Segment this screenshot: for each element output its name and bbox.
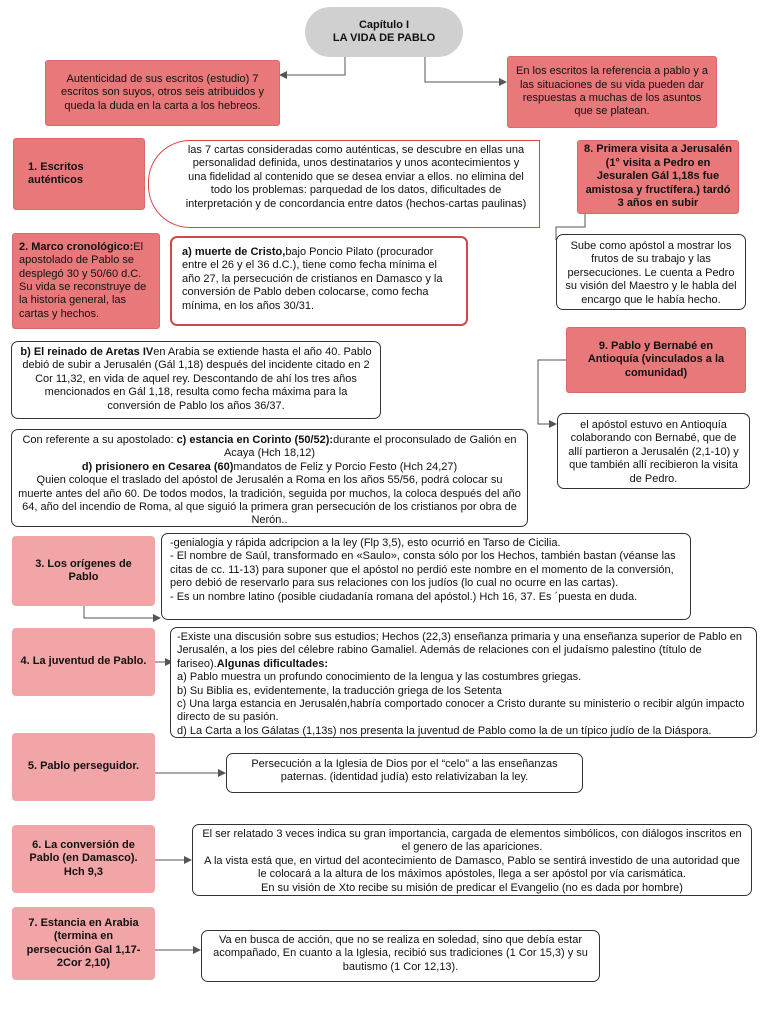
s2cd-para: Quien coloque el traslado del apóstol de Jerusalén a Roma en los años 55/56, podrá colocar su muerte antes del año 60. De todos modos, la tradición, seguida por muchos, la coloca después del año 64, año del incendio de Roma, al que siguió la primera gran persecución de los cristianos por obra de Nerón.. (18, 474, 521, 527)
authenticity-box (45, 60, 280, 126)
references-text: En los escritos la referencia a pablo y a las situaciones de su vida pueden dar respuestas a muchas de los asuntos que se platean. (516, 65, 708, 118)
s2-label-rest: El apostolado de Pablo se desplegó 30 y 50/60 d.C. Su vida se reconstruye de la historia general, las cartas y hechos. (19, 240, 147, 320)
s6-line-1: El ser relatado 3 veces indica su gran importancia, cargada de elementos simbólicos, con diálogos inscritos en el genero de las apariciones. (202, 828, 742, 854)
s4-item-b: b) Su Biblia es, evidentemente, la traducción griega de los Setenta (177, 684, 502, 697)
s4-intro-bold: Algunas dificultades: (216, 657, 328, 670)
s2c-bold: c) estancia en Corinto (50/52): (176, 434, 334, 446)
s4-label: 4. La juventud de Pablo. (20, 655, 147, 668)
s2a-bold: a) muerte de Cristo, (182, 246, 286, 258)
s4-item-a: a) Pablo muestra un profundo conocimiento de la lengua y las costumbres griegas. (177, 671, 582, 684)
s1-label-box (13, 138, 145, 210)
s2-label-box (12, 233, 160, 329)
s7-text: Va en busca de acción, que no se realiza en soledad, sino que debía estar acompañado, En cuanto a la Iglesia, recibió sus tradiciones (1 Cor 15,3) y su bautismo (1 Cor 12,13). (213, 934, 588, 973)
s6-label-box (12, 825, 155, 893)
s2a-rest: bajo Poncio Pilato (procurador entre el 26 y el 36 d.C.), tiene como fecha mínima el año 27, la persecución de cristianos en Damasco y la conversión de Pablo deben colocarse, como fecha mínima, en los años 30/31. (182, 246, 443, 312)
s2b-rest: en Arabia se extiende hasta el año 40. Pablo debió de subir a Jerusalén (Gál 1,18) después del incidente citado en 2 Cor 11,32, en vida de aquel rey. Descontando de ahí los tres años mencionados en Gál 1,18, resulta como fecha máxima para la conversión de Pablo los años 36/37. (22, 346, 372, 412)
s3-line-1: -genialogia y rápida adcripcion a la ley (Flp 3,5), esto ocurrió en Tarso de Cicilia. (170, 537, 561, 549)
s9-text: el apóstol estuvo en Antioquía colaborando con Bernabé, que de allí partieron a Jerusalén (2,1-10) y que también allí recibieron la visita de Pedro. (568, 419, 739, 485)
s8-label: 8. Primera visita a Jerusalén (1° visita a Pedro en Jesuralen Gál 1,18s fue amistosa y fructífera.) tardó 3 años en subir (584, 143, 732, 210)
s4-label-box (12, 628, 155, 696)
s3-line-3: - Es un nombre latino (posible ciudadanía romana del apóstol.) Hch 16, 37. Es ´puesta en duda. (170, 590, 638, 603)
s9-label-box (566, 327, 746, 393)
s5-text: Persecución a la Iglesia de Dios por el “celo” a las enseñanzas paternas. (identidad judía) esto relativizaban la ley. (251, 758, 558, 784)
connector-s3 (84, 605, 160, 618)
s9-label: 9. Pablo y Bernabé en Antioquía (vinculados a la comunidad) (587, 339, 725, 379)
s3-line-2: - El nombre de Saúl, transformado en «Saulo», consta sólo por los Hechos, también bastan (véanse las citas de cc. 11-13) para suponer que el apóstol no perdió este nombre en el momento de la conversión, pero debió de reservarlo para sus relaciones con los judíos (lo cual no ocurre en las cartas). (170, 550, 676, 590)
s2-label-bold: 2. Marco cronológico: (19, 240, 134, 253)
s1-text: las 7 cartas consideradas como auténticas, se descubre en ellas una personalidad definida, unos destinatarios y unos acontecimientos y una fidelidad al contenido que se desea enviar a ellos. no elimina del todo los problemas: parquedad de los datos, dificultades de interpretación y de concordancia entre datos (hechos-cartas paulinas) (185, 144, 527, 210)
s2c-rest: durante el proconsulado de Galión en Acaya (Hch 18,12) (223, 434, 517, 460)
s8-label-box (577, 140, 739, 214)
s5-label: 5. Pablo perseguidor. (27, 760, 140, 773)
authenticity-text: Autenticidad de sus escritos (estudio) 7 escritos son suyos, otros seis atribuidos y queda la duda en la carta a los hebreos. (61, 72, 264, 112)
s9-text-box (557, 413, 750, 489)
s2d-bold: d) prisionero en Cesarea (60) (81, 460, 234, 473)
s1-label: 1. Escritos auténticos (28, 160, 84, 186)
s3-label-box (12, 536, 155, 606)
s6-label: 6. La conversión de Pablo (en Damasco). Hch 9,3 (29, 838, 138, 878)
s8-text: Sube como apóstol a mostrar los frutos de su trabajo y las persecuciones. Le cuenta a Pedro su visión del Maestro y le habla del encargo que le había hecho. (565, 240, 737, 306)
s4-text-box (170, 627, 757, 738)
s2cd-pre: Con referente a su apostolado: (22, 434, 177, 446)
s4-item-d: d) La Carta a los Gálatas (1,13s) nos presenta la juventud de Pablo como la de un típico judío de la Diáspora. (177, 724, 712, 737)
chapter-title (305, 7, 463, 57)
s6-line-2: A la vista está que, en virtud del acontecimiento de Damasco, Pablo se sentirá investido de una autoridad que le colocará a la altura de los máximos apóstoles, llega a ser apóstol por vía carismática. (204, 854, 740, 881)
s5-text-box (226, 753, 583, 793)
chapter-title-line2: LA VIDA DE PABLO (332, 32, 436, 44)
s2d-rest: mandatos de Feliz y Porcio Festo (Hch 24,27) (233, 460, 458, 473)
s3-text-box (161, 533, 691, 620)
s7-text-box (201, 930, 600, 982)
s1-text-box (148, 140, 540, 228)
s3-label: 3. Los orígenes de Pablo (35, 557, 132, 583)
s6-line-3: En su visión de Xto recibe su misión de predicar el Evangelio (no es dada por hombre) (261, 881, 683, 894)
s7-label: 7. Estancia en Arabia (termina en persecución Gal 1,17- 2Cor 2,10) (26, 916, 141, 969)
s2a-box (170, 236, 468, 326)
s2b-bold: b) El reinado de Aretas IV (20, 346, 154, 358)
s4-item-c: c) Una larga estancia en Jerusalén,habría comportado conocer a Cristo durante su ministerio o recibir algún impacto directo de su pasión. (177, 698, 745, 724)
s2cd-box (11, 429, 528, 527)
s7-label-box (12, 907, 155, 980)
s8-text-box (556, 234, 746, 310)
s5-label-box (12, 733, 155, 801)
s4-intro: -Existe una discusión sobre sus estudios; Hechos (22,3) enseñanza primaria y una enseñanza superior de Pablo en Jerusalén, a los pies del célebre rabino Gamaliel. Además de relaciones con el judaísmo palestino (título de fariseo). (177, 631, 742, 670)
chapter-title-line1: Capítulo I (358, 18, 410, 31)
s6-text-box (192, 824, 752, 896)
s2b-box (11, 341, 381, 419)
references-box (507, 56, 717, 128)
